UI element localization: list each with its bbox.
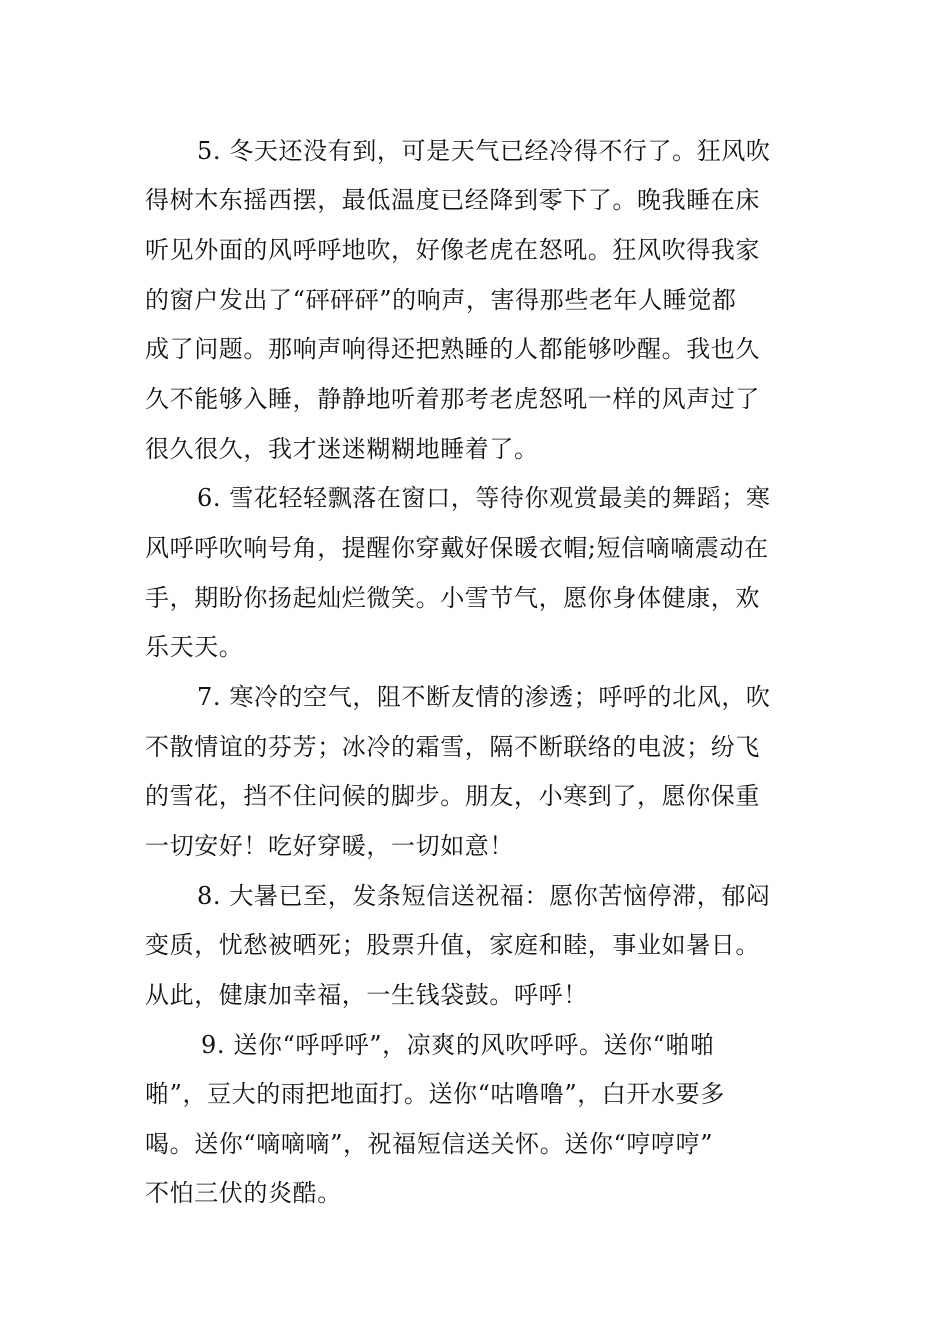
text-line: 8. 大暑已至，发条短信送祝福：愿你苦恼停滞，郁闷 <box>197 882 771 910</box>
text-line: 啪”，豆大的雨把地面打。送你“咕噜噜”，白开水要多 <box>145 1080 725 1108</box>
text-line: 的窗户发出了“砰砰砰”的响声，害得那些老年人睡觉都 <box>145 286 737 314</box>
text-line: 手，期盼你扬起灿烂微笑。小雪节气，愿你身体健康，欢 <box>145 584 760 612</box>
text-line: 听见外面的风呼呼地吹，好像老虎在怒吼。狂风吹得我家 <box>145 236 760 264</box>
text-line: 风呼呼吹响号角，提醒你穿戴好保暖衣帽;短信嘀嘀震动在 <box>145 534 769 562</box>
text-line: 喝。送你“嘀嘀嘀”，祝福短信送关怀。送你“哼哼哼” <box>145 1130 714 1158</box>
text-line: 不怕三伏的炎酷。 <box>145 1179 342 1207</box>
text-line: 7. 寒冷的空气，阻不断友情的渗透；呼呼的北风，吹 <box>197 683 771 711</box>
text-line: 乐天天。 <box>145 633 244 661</box>
text-line: 一切安好！吃好穿暖，一切如意！ <box>145 832 514 860</box>
text-line: 的雪花，挡不住问候的脚步。朋友，小寒到了，愿你保重 <box>145 782 760 810</box>
text-line: 成了问题。那响声响得还把熟睡的人都能够吵醒。我也久 <box>145 335 760 363</box>
text-line: 9. 送你“呼呼呼”，凉爽的风吹呼呼。送你“啪啪 <box>201 1031 715 1059</box>
text-line: 得树木东摇西摆，最低温度已经降到零下了。晚我睡在床 <box>145 186 760 214</box>
text-line: 久不能够入睡，静静地听着那考老虎怒吼一样的风声过了 <box>145 385 760 413</box>
text-line: 变质，忧愁被晒死；股票升值，家庭和睦，事业如暑日。 <box>145 931 760 959</box>
text-line: 5. 冬天还没有到，可是天气已经冷得不行了。狂风吹 <box>197 137 771 165</box>
text-line: 不散情谊的芬芳；冰冷的霜雪，隔不断联络的电波；纷飞 <box>145 733 760 761</box>
text-line: 6. 雪花轻轻飘落在窗口，等待你观赏最美的舞蹈；寒 <box>197 484 771 512</box>
text-line: 很久很久，我才迷迷糊糊地睡着了。 <box>145 435 539 463</box>
text-line: 从此，健康加幸福，一生钱袋鼓。呼呼！ <box>145 981 588 1009</box>
